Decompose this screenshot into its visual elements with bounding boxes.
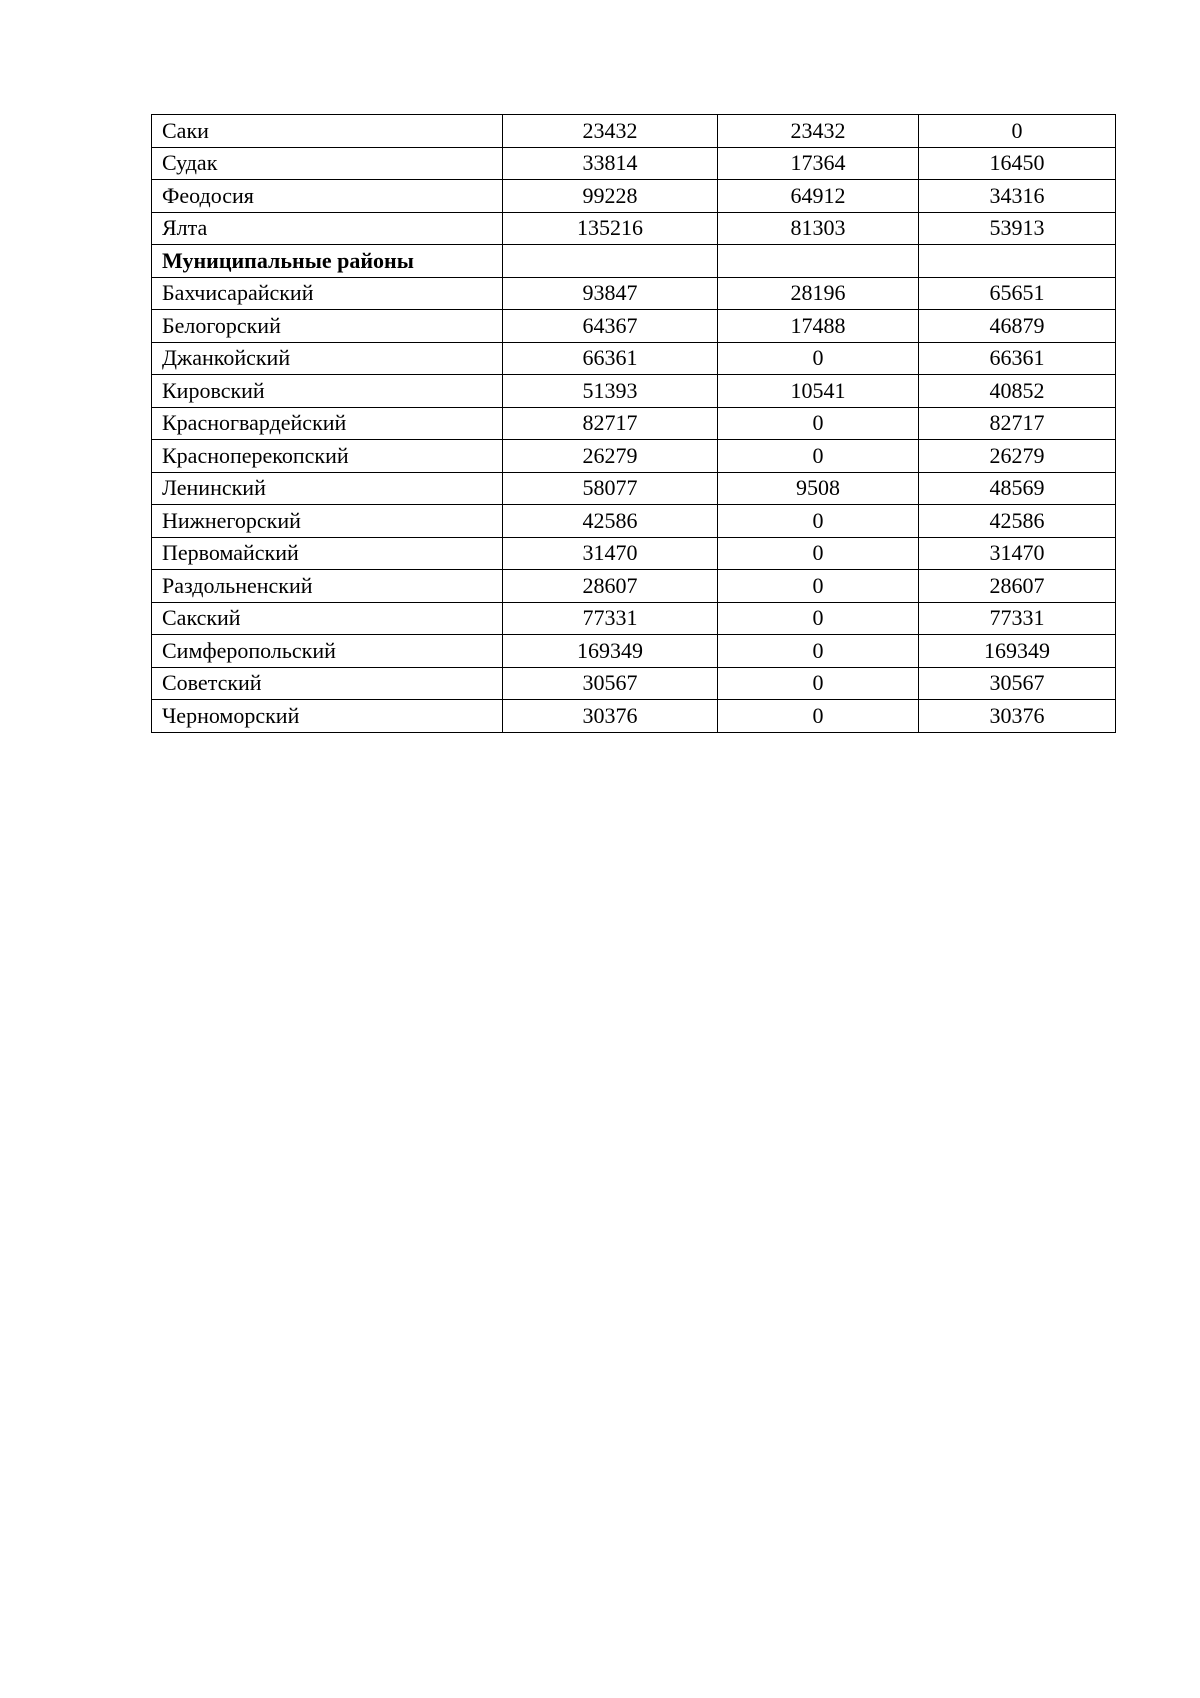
row-value-2-cell: 9508 <box>718 472 919 505</box>
row-value-2-cell: 0 <box>718 635 919 668</box>
row-value-1-cell: 23432 <box>503 115 718 148</box>
row-value-3-cell: 169349 <box>919 635 1116 668</box>
row-name-cell: Красногвардейский <box>152 407 503 440</box>
row-value-1-cell: 82717 <box>503 407 718 440</box>
row-value-1-cell: 31470 <box>503 537 718 570</box>
table-row <box>152 147 1116 180</box>
row-value-2-cell: 17364 <box>718 147 919 180</box>
row-value-2-cell: 0 <box>718 537 919 570</box>
row-value-2-cell: 23432 <box>718 115 919 148</box>
row-value-3-cell: 31470 <box>919 537 1116 570</box>
row-value-3-cell <box>919 245 1116 278</box>
row-name-cell: Феодосия <box>152 180 503 213</box>
row-name-cell: Бахчисарайский <box>152 277 503 310</box>
row-name-cell: Белогорский <box>152 310 503 343</box>
table-row <box>152 115 1116 148</box>
row-value-1-cell: 169349 <box>503 635 718 668</box>
row-name-cell: Ялта <box>152 212 503 245</box>
row-value-2-cell: 0 <box>718 667 919 700</box>
population-table <box>151 114 1116 733</box>
row-value-2-cell: 17488 <box>718 310 919 343</box>
row-value-1-cell: 135216 <box>503 212 718 245</box>
table-row <box>152 375 1116 408</box>
row-value-2-cell: 10541 <box>718 375 919 408</box>
table-row <box>152 700 1116 733</box>
row-value-1-cell: 64367 <box>503 310 718 343</box>
row-value-1-cell: 28607 <box>503 570 718 603</box>
row-value-1-cell: 30567 <box>503 667 718 700</box>
table-row <box>152 342 1116 375</box>
row-value-3-cell: 46879 <box>919 310 1116 343</box>
row-value-3-cell: 66361 <box>919 342 1116 375</box>
table-row <box>152 635 1116 668</box>
row-value-3-cell: 77331 <box>919 602 1116 635</box>
row-value-2-cell: 0 <box>718 407 919 440</box>
row-value-1-cell: 30376 <box>503 700 718 733</box>
row-name-cell: Ленинский <box>152 472 503 505</box>
row-value-3-cell: 48569 <box>919 472 1116 505</box>
row-name-cell: Судак <box>152 147 503 180</box>
table-row <box>152 537 1116 570</box>
row-value-3-cell: 42586 <box>919 505 1116 538</box>
row-name-cell: Советский <box>152 667 503 700</box>
table-row <box>152 212 1116 245</box>
row-value-2-cell: 81303 <box>718 212 919 245</box>
table-row <box>152 180 1116 213</box>
row-value-3-cell: 82717 <box>919 407 1116 440</box>
row-value-1-cell: 51393 <box>503 375 718 408</box>
row-value-1-cell: 33814 <box>503 147 718 180</box>
row-value-2-cell: 0 <box>718 505 919 538</box>
row-value-3-cell: 30567 <box>919 667 1116 700</box>
row-value-3-cell: 53913 <box>919 212 1116 245</box>
row-value-2-cell: 64912 <box>718 180 919 213</box>
row-name-cell: Кировский <box>152 375 503 408</box>
table-row <box>152 440 1116 473</box>
row-value-3-cell: 30376 <box>919 700 1116 733</box>
row-value-2-cell: 0 <box>718 440 919 473</box>
table-row <box>152 570 1116 603</box>
table-body <box>152 115 1116 733</box>
row-name-cell: Раздольненский <box>152 570 503 603</box>
table-row <box>152 407 1116 440</box>
row-name-cell: Красноперекопский <box>152 440 503 473</box>
row-value-1-cell: 26279 <box>503 440 718 473</box>
table-row <box>152 310 1116 343</box>
row-name-cell: Муниципальные районы <box>152 245 503 278</box>
row-value-1-cell: 42586 <box>503 505 718 538</box>
row-name-cell: Черноморский <box>152 700 503 733</box>
row-value-2-cell: 28196 <box>718 277 919 310</box>
section-row <box>152 245 1116 278</box>
row-value-2-cell: 0 <box>718 342 919 375</box>
row-value-1-cell: 66361 <box>503 342 718 375</box>
row-value-1-cell: 77331 <box>503 602 718 635</box>
table-row <box>152 505 1116 538</box>
row-value-2-cell: 0 <box>718 700 919 733</box>
row-value-3-cell: 28607 <box>919 570 1116 603</box>
row-value-1-cell: 99228 <box>503 180 718 213</box>
row-value-2-cell: 0 <box>718 602 919 635</box>
row-name-cell: Джанкойский <box>152 342 503 375</box>
table-row <box>152 277 1116 310</box>
row-name-cell: Нижнегорский <box>152 505 503 538</box>
row-name-cell: Симферопольский <box>152 635 503 668</box>
row-value-3-cell: 26279 <box>919 440 1116 473</box>
row-name-cell: Саки <box>152 115 503 148</box>
table-row <box>152 472 1116 505</box>
row-value-3-cell: 40852 <box>919 375 1116 408</box>
row-value-1-cell <box>503 245 718 278</box>
row-name-cell: Сакский <box>152 602 503 635</box>
row-value-3-cell: 16450 <box>919 147 1116 180</box>
row-value-2-cell <box>718 245 919 278</box>
row-name-cell: Первомайский <box>152 537 503 570</box>
table-row <box>152 602 1116 635</box>
row-value-3-cell: 34316 <box>919 180 1116 213</box>
row-value-2-cell: 0 <box>718 570 919 603</box>
row-value-3-cell: 0 <box>919 115 1116 148</box>
row-value-1-cell: 58077 <box>503 472 718 505</box>
table-row <box>152 667 1116 700</box>
row-value-1-cell: 93847 <box>503 277 718 310</box>
row-value-3-cell: 65651 <box>919 277 1116 310</box>
